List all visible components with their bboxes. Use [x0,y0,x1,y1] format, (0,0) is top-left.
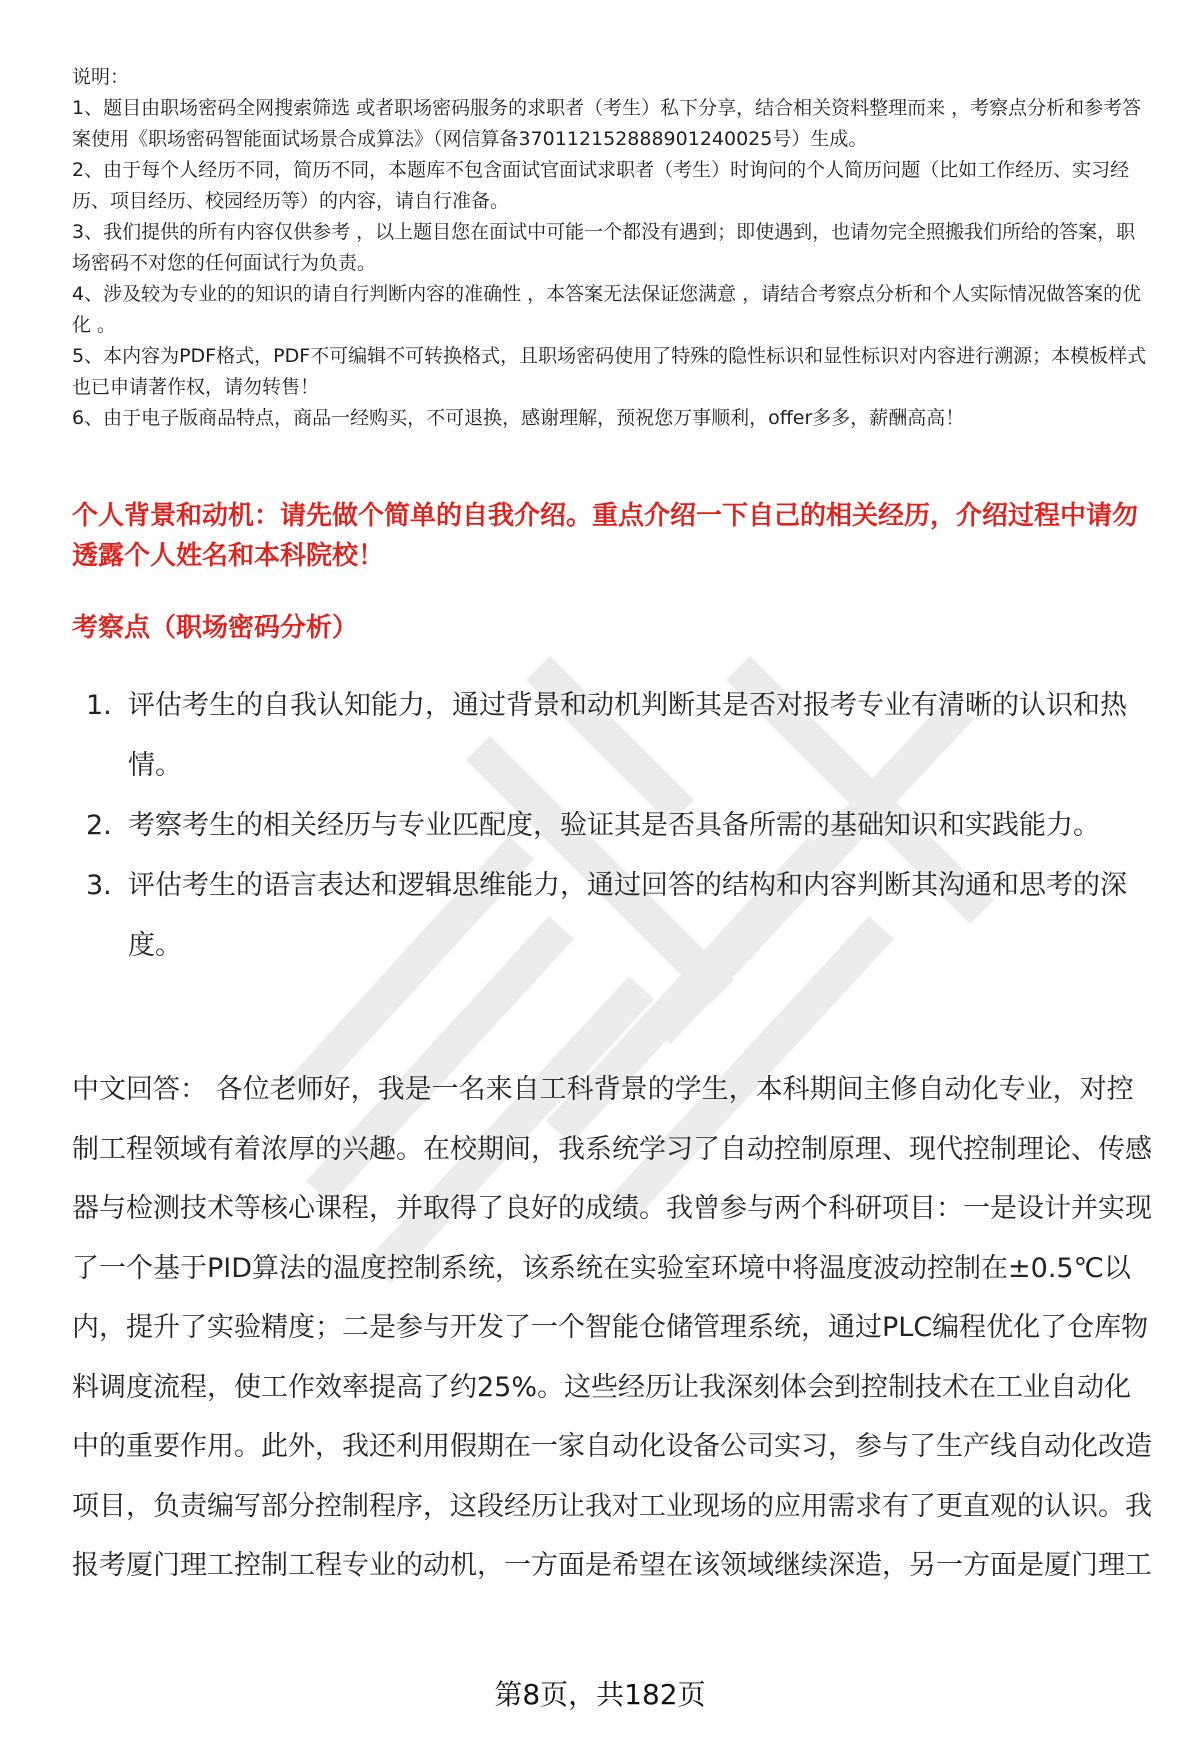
question-title: 个人背景和动机：请先做个简单的自我介绍。重点介绍一下自己的相关经历，介绍过程中请勿透露个人姓名和本科院校！ [72,501,1139,571]
analysis-point [72,856,1152,976]
analysis-heading: 考察点（职场密码分析） [72,613,359,643]
disclaimer-notes [72,62,1152,434]
analysis-points [72,676,1152,976]
point-number: 3. [86,870,112,901]
notes-heading: 说明： [72,66,130,88]
page-footer: 第8页，共182页 [494,1678,706,1711]
answer-text: 中文回答： 各位老师好，我是一名来自工科背景的学生，本科期间主修自动化专业，对控制工程领域有着浓厚的兴趣。在校期间，我系统学习了自动控制原理、现代控制理论、传感器与检测技术等核心课程，并取得了良好的成绩。我曾参与两个科研项目：一是设计并实现了一个基于PID算法的温度控制系统，该系统在实验室环境中将温度波动控制在±0.5℃以内，提升了实验精度；二是参与开发了一个智能仓储管理系统，通过PLC编程优化了仓库物料调度流程，使工作效率提高了约25%。这些经历让我深刻体会到控制技术在工业自动化中的重要作用。此外，我还利用假期在一家自动化设备公司实习，参与了生产线自动化改造项目，负责编写部分控制程序，这段经历让我对工业现场的应用需求有了更直观的认识。我报考厦门理工控制工程专业的动机，一方面是希望在该领域继续深造，另一方面是厦门理工 [72,1074,1152,1581]
note-item: 4、涉及较为专业的的知识的请自行判断内容的准确性 ，本答案无法保证您满意 ，请结合考察点分析和个人实际情况做答案的优化 。 [72,283,1142,336]
analysis-point [72,676,1152,796]
note-item: 2、由于每个人经历不同，简历不同，本题库不包含面试官面试求职者（考生）时询问的个人简历问题（比如工作经历、实习经历、项目经历、校园经历等）的内容，请自行准备。 [72,159,1130,212]
point-number: 1. [86,690,112,721]
note-item: 1、题目由职场密码全网搜索筛选 或者职场密码服务的求职者（考生）私下分享，结合相关资料整理而来 ，考察点分析和参考答案使用《职场密码智能面试场景合成算法》（网信算备370112152888901240025号）生成。 [72,97,1142,150]
note-item: 3、我们提供的所有内容仅供参考 ，以上题目您在面试中可能一个都没有遇到；即使遇到，也请勿完全照搬我们所给的答案，职场密码不对您的任何面试行为负责。 [72,221,1136,274]
point-text: 评估考生的语言表达和逻辑思维能力，通过回答的结构和内容判断其沟通和思考的深度。 [128,870,1127,961]
note-item: 5、本内容为PDF格式，PDF不可编辑不可转换格式，且职场密码使用了特殊的隐性标识和显性标识对内容进行溯源；本模板样式也已申请著作权，请勿转售！ [72,345,1147,398]
note-item: 6、由于电子版商品特点，商品一经购买，不可退换，感谢理解，预祝您万事顺利，offer多多，薪酬高高！ [72,407,965,429]
point-text: 评估考生的自我认知能力，通过背景和动机判断其是否对报考专业有清晰的认识和热情。 [128,690,1127,781]
point-text: 考察考生的相关经历与专业匹配度，验证其是否具备所需的基础知识和实践能力。 [128,810,1100,841]
point-number: 2. [86,810,112,841]
analysis-point [72,796,1152,856]
